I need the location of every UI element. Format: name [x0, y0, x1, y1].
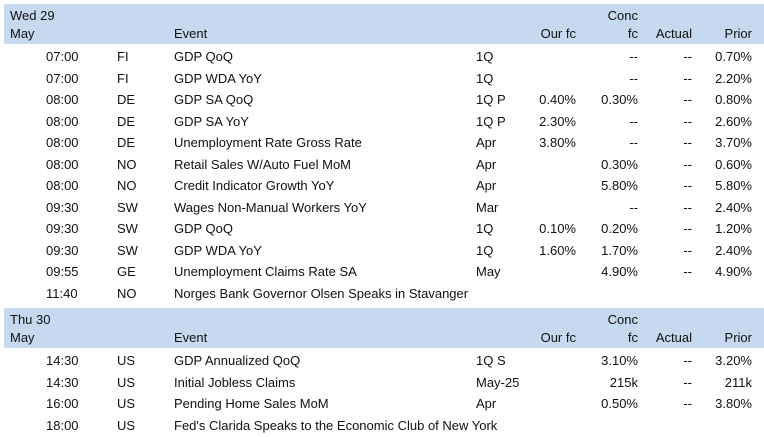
country-cell: NO: [117, 285, 137, 301]
period-cell: 1Q P: [476, 92, 506, 107]
conc-fc-cell: --: [629, 70, 638, 86]
table-row: [4, 218, 764, 240]
actual-cell: --: [683, 353, 692, 368]
col-conc-header-line1: Conc: [607, 312, 638, 327]
period-cell: 1Q P: [476, 113, 506, 129]
table-row: [4, 175, 764, 197]
col-prior-header: Prior: [724, 330, 752, 345]
event-cell: GDP WDA YoY: [174, 70, 262, 86]
prior-cell: 2.40%: [715, 199, 752, 215]
event-cell: Unemployment Claims Rate SA: [174, 264, 357, 279]
period-cell: 1Q: [476, 221, 494, 236]
col-actual-header: Actual: [655, 330, 692, 345]
col-actual-header: Actual: [655, 26, 692, 41]
col-our-fc-header: Our fc: [540, 330, 576, 345]
actual-cell: --: [683, 242, 692, 258]
country-cell: SW: [117, 221, 138, 236]
country-cell: DE: [117, 92, 136, 107]
date-weekday: Thu 30: [10, 312, 51, 327]
table-row: [4, 89, 764, 111]
actual-cell: --: [683, 264, 692, 279]
prior-cell: 5.80%: [715, 178, 752, 193]
time-cell: 14:30: [46, 353, 79, 368]
country-cell: SW: [117, 199, 138, 215]
table-row: [4, 350, 764, 372]
actual-cell: --: [683, 113, 692, 129]
country-cell: SW: [117, 242, 138, 258]
prior-cell: 0.80%: [715, 92, 752, 107]
country-cell: NO: [117, 178, 137, 193]
our-fc-cell: 0.40%: [539, 92, 576, 107]
event-cell: GDP SA QoQ: [174, 92, 254, 107]
period-cell: 1Q S: [476, 353, 506, 368]
time-cell: 08:00: [46, 156, 79, 172]
prior-cell: 2.60%: [715, 113, 752, 129]
day-header: [4, 308, 764, 348]
time-cell: 14:30: [46, 374, 79, 390]
conc-fc-cell: 0.30%: [601, 92, 638, 107]
prior-cell: 1.20%: [715, 221, 752, 236]
date-month: May: [10, 330, 35, 345]
event-cell: GDP Annualized QoQ: [174, 353, 301, 368]
prior-cell: 211k: [724, 374, 752, 390]
day-header: [4, 4, 764, 44]
event-cell: Pending Home Sales MoM: [174, 396, 329, 411]
table-row: [4, 240, 764, 262]
event-cell: Fed's Clarida Speaks to the Economic Club of New York: [174, 417, 498, 433]
event-cell: GDP WDA YoY: [174, 242, 262, 258]
date-month: May: [10, 26, 35, 41]
time-cell: 08:00: [46, 178, 79, 193]
prior-cell: 3.20%: [715, 353, 752, 368]
actual-cell: --: [683, 92, 692, 107]
actual-cell: --: [683, 49, 692, 64]
time-cell: 18:00: [46, 417, 79, 433]
period-cell: May: [476, 264, 501, 279]
table-row: [4, 415, 764, 437]
country-cell: NO: [117, 156, 137, 172]
actual-cell: --: [683, 135, 692, 150]
time-cell: 16:00: [46, 396, 79, 411]
time-cell: 09:30: [46, 221, 79, 236]
col-prior-header: Prior: [724, 26, 752, 41]
country-cell: US: [117, 353, 136, 368]
prior-cell: 2.40%: [715, 242, 752, 258]
period-cell: Apr: [476, 156, 497, 172]
table-row: [4, 197, 764, 219]
country-cell: US: [117, 374, 136, 390]
event-cell: GDP QoQ: [174, 49, 234, 64]
conc-fc-cell: 215k: [609, 374, 638, 390]
table-row: [4, 283, 764, 305]
conc-fc-cell: 3.10%: [601, 353, 638, 368]
period-cell: 1Q: [476, 70, 494, 86]
period-cell: Apr: [476, 178, 497, 193]
table-row: [4, 132, 764, 154]
conc-fc-cell: --: [629, 135, 638, 150]
table-row: [4, 261, 764, 283]
event-cell: Wages Non-Manual Workers YoY: [174, 199, 367, 215]
our-fc-cell: 1.60%: [539, 242, 576, 258]
country-cell: DE: [117, 113, 136, 129]
event-cell: GDP SA YoY: [174, 113, 249, 129]
actual-cell: --: [683, 396, 692, 411]
country-cell: DE: [117, 135, 136, 150]
table-row: [4, 154, 764, 176]
conc-fc-cell: --: [629, 49, 638, 64]
prior-cell: 2.20%: [715, 70, 752, 86]
time-cell: 09:30: [46, 242, 79, 258]
date-weekday: Wed 29: [10, 8, 55, 23]
time-cell: 09:55: [46, 264, 79, 279]
country-cell: GE: [117, 264, 136, 279]
conc-fc-cell: 4.90%: [601, 264, 638, 279]
actual-cell: --: [683, 199, 692, 215]
country-cell: US: [117, 417, 136, 433]
period-cell: Apr: [476, 135, 497, 150]
prior-cell: 0.60%: [715, 156, 752, 172]
event-cell: Credit Indicator Growth YoY: [174, 178, 335, 193]
col-conc-header-line2: fc: [627, 26, 638, 41]
table-row: [4, 372, 764, 394]
event-cell: GDP QoQ: [174, 221, 234, 236]
conc-fc-cell: --: [629, 113, 638, 129]
actual-cell: --: [683, 156, 692, 172]
our-fc-cell: 2.30%: [539, 113, 576, 129]
col-conc-header-line2: fc: [627, 330, 638, 345]
conc-fc-cell: 1.70%: [601, 242, 638, 258]
conc-fc-cell: --: [629, 199, 638, 215]
table-row: [4, 111, 764, 133]
country-cell: US: [117, 396, 136, 411]
event-cell: Initial Jobless Claims: [174, 374, 296, 390]
our-fc-cell: 3.80%: [539, 135, 576, 150]
conc-fc-cell: 0.50%: [601, 396, 638, 411]
time-cell: 08:00: [46, 113, 79, 129]
event-cell: Retail Sales W/Auto Fuel MoM: [174, 156, 352, 172]
time-cell: 07:00: [46, 49, 79, 64]
actual-cell: --: [683, 178, 692, 193]
time-cell: 09:30: [46, 199, 79, 215]
our-fc-cell: 0.10%: [539, 221, 576, 236]
event-cell: Unemployment Rate Gross Rate: [174, 135, 362, 150]
col-event-header: Event: [174, 330, 208, 345]
actual-cell: --: [683, 221, 692, 236]
table-row: [4, 393, 764, 415]
conc-fc-cell: 0.30%: [601, 156, 638, 172]
country-cell: FI: [117, 49, 129, 64]
period-cell: 1Q: [476, 49, 494, 64]
col-event-header: Event: [174, 26, 208, 41]
period-cell: May-25: [476, 374, 520, 390]
country-cell: FI: [117, 70, 129, 86]
actual-cell: --: [683, 70, 692, 86]
table-row: [4, 46, 764, 68]
prior-cell: 3.80%: [715, 396, 752, 411]
period-cell: Mar: [476, 199, 499, 215]
event-cell: Norges Bank Governor Olsen Speaks in Stavanger: [174, 285, 469, 301]
conc-fc-cell: 0.20%: [601, 221, 638, 236]
conc-fc-cell: 5.80%: [601, 178, 638, 193]
table-row: [4, 68, 764, 90]
time-cell: 08:00: [46, 92, 79, 107]
period-cell: 1Q: [476, 242, 494, 258]
prior-cell: 4.90%: [715, 264, 752, 279]
actual-cell: --: [683, 374, 692, 390]
time-cell: 07:00: [46, 70, 79, 86]
prior-cell: 3.70%: [715, 135, 752, 150]
time-cell: 11:40: [46, 285, 78, 301]
prior-cell: 0.70%: [715, 49, 752, 64]
col-conc-header-line1: Conc: [607, 8, 638, 23]
col-our-fc-header: Our fc: [540, 26, 576, 41]
period-cell: Apr: [476, 396, 497, 411]
time-cell: 08:00: [46, 135, 79, 150]
